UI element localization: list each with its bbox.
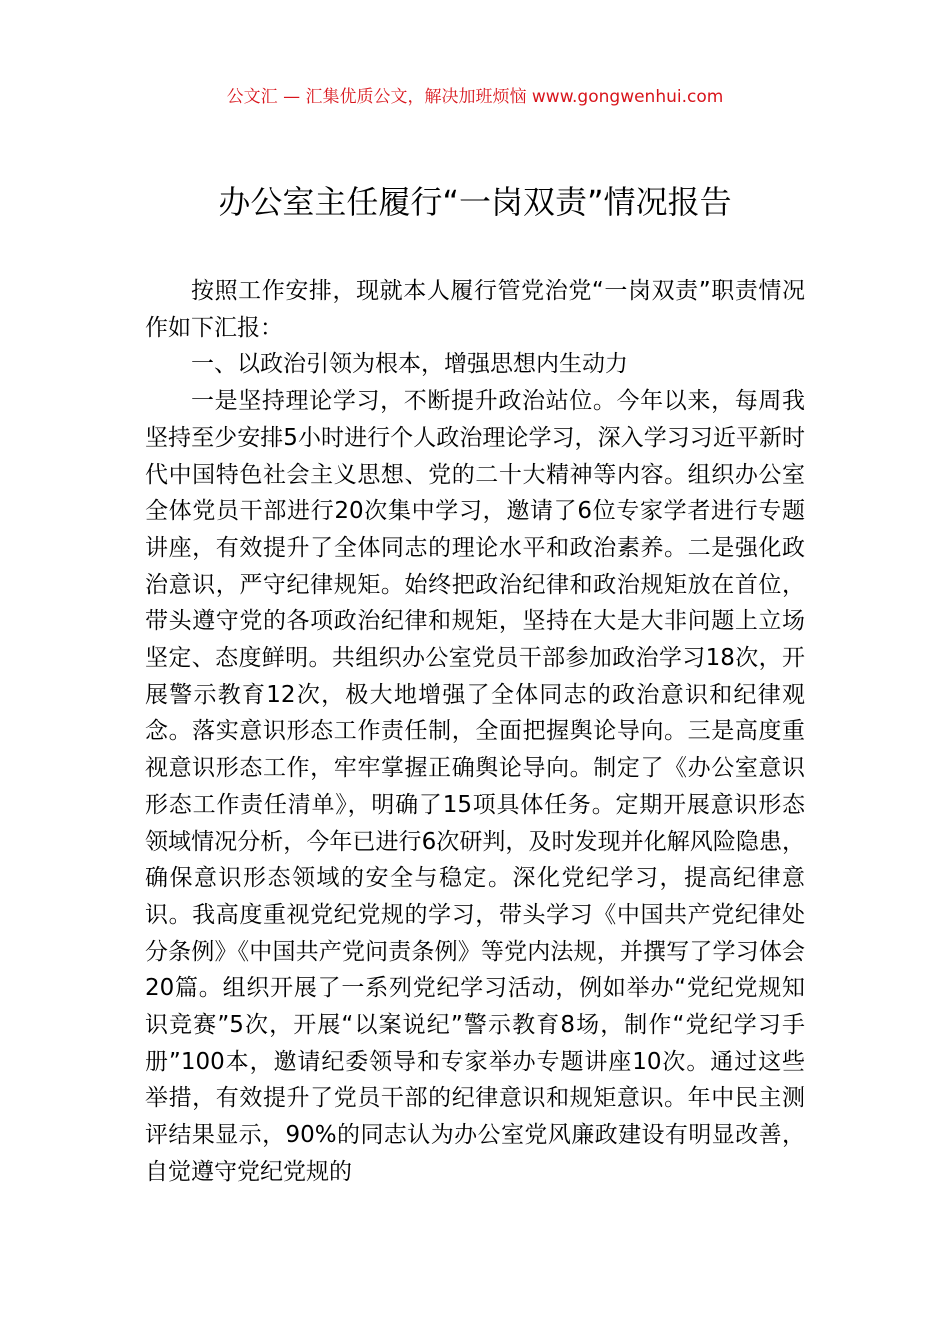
- intro-paragraph: 按照工作安排，现就本人履行管党治党“一岗双责”职责情况作如下汇报：: [145, 278, 805, 341]
- body-paragraph: 一是坚持理论学习，不断提升政治站位。今年以来，每周我坚持至少安排5小时进行个人政治理论学习，深入学习习近平新时代中国特色社会主义思想、党的二十大精神等内容。组织办公室全体党员干部进行20次集中学习，邀请了6位专家学者进行专题讲座，有效提升了全体同志的理论水平和政治素养。二是强化政治意识，严守纪律规矩。始终把政治纪律和政治规矩放在首位，带头遵守党的各项政治纪律和规矩，坚持在大是大非问题上立场坚定、态度鲜明。共组织办公室党员干部参加政治学习18次，开展警示教育12次，极大地增强了全体同志的政治意识和纪律观念。落实意识形态工作责任制，全面把握舆论导向。三是高度重视意识形态工作，牢牢掌握正确舆论导向。制定了《办公室意识形态工作责任清单》，明确了15项具体任务。定期开展意识形态领域情况分析，今年已进行6次研判，及时发现并化解风险隐患，确保意识形态领域的安全与稳定。深化党纪学习，提高纪律意识。我高度重视党纪党规的学习，带头学习《中国共产党纪律处分条例》《中国共产党问责条例》等党内法规，并撰写了学习体会20篇。组织开展了一系列党纪学习活动，例如举办“党纪党规知识竞赛”5次，开展“以案说纪”警示教育8场，制作“党纪学习手册”100本，邀请纪委领导和专家举办专题讲座10次。通过这些举措，有效提升了党员干部的纪律意识和规矩意识。年中民主测评结果显示，90%的同志认为办公室党风廉政建设有明显改善，自觉遵守党纪党规的: [145, 388, 805, 1185]
- section-heading: 一、以政治引领为根本，增强思想内生动力: [191, 351, 628, 378]
- document-body: [145, 273, 805, 1191]
- document-title: 办公室主任履行“一岗双责”情况报告: [218, 183, 732, 221]
- header-text: 公文汇 — 汇集优质公文，解决加班烦恼 www.gongwenhui.com: [226, 87, 724, 107]
- site-header-banner: [0, 84, 950, 110]
